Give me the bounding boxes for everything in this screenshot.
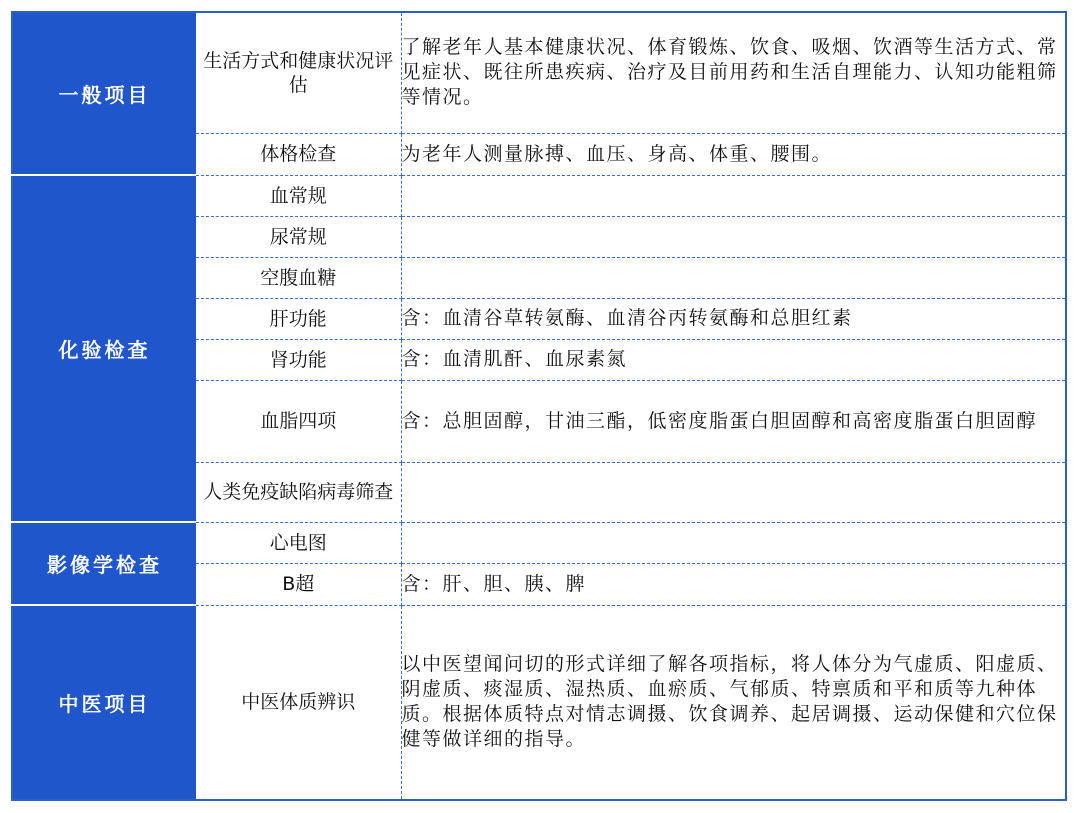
- category-imaging: 影像学检查: [12, 522, 196, 605]
- category-general: 一般项目: [12, 12, 196, 175]
- desc-kidney-function: 含：血清肌酐、血尿素氮: [401, 339, 1066, 380]
- desc-fasting-glucose: [401, 257, 1066, 298]
- desc-liver-function: 含：血清谷草转氨酶、血清谷丙转氨酶和总胆红素: [401, 298, 1066, 339]
- desc-tcm-constitution: 以中医望闻问切的形式详细了解各项指标，将人体分为气虚质、阳虚质、阴虚质、痰湿质、湿热质、血瘀质、气郁质、特禀质和平和质等九种体质。根据体质特点对情志调摄、饮食调养、起居调摄、运动保健和穴位保健等做详细的指导。: [401, 653, 1058, 751]
- item-kidney-function: 肾功能: [196, 339, 401, 380]
- item-tcm-constitution: 中医体质辨识: [196, 605, 401, 800]
- desc-physical-exam: 为老年人测量脉搏、血压、身高、体重、腰围。: [401, 133, 1066, 175]
- item-lipid-panel: 血脂四项: [196, 380, 401, 462]
- item-fasting-glucose: 空腹血糖: [196, 257, 401, 298]
- desc-lifestyle-assessment: 了解老年人基本健康状况、体育锻炼、饮食、吸烟、饮酒等生活方式、常见症状、既往所患疾病、治疗及目前用药和生活自理能力、认知功能粗筛等情况。: [401, 12, 1066, 133]
- category-tcm: 中医项目: [12, 605, 196, 800]
- table-row: [12, 605, 1066, 800]
- table-row: [12, 522, 1066, 563]
- item-ultrasound: B超: [196, 563, 401, 605]
- table-row: [12, 175, 1066, 216]
- desc-hiv-screening: [401, 462, 1066, 522]
- table-row: [12, 12, 1066, 133]
- item-urine-routine: 尿常规: [196, 216, 401, 257]
- item-physical-exam: 体格检查: [196, 133, 401, 175]
- item-hiv-screening: 人类免疫缺陷病毒筛查: [196, 462, 401, 522]
- item-liver-function: 肝功能: [196, 298, 401, 339]
- desc-urine-routine: [401, 216, 1066, 257]
- health-exam-table: [11, 11, 1067, 801]
- item-blood-routine: 血常规: [196, 175, 401, 216]
- desc-ultrasound: 含：肝、胆、胰、脾: [401, 563, 1066, 605]
- desc-ecg: [401, 522, 1066, 563]
- desc-lipid-panel: 含：总胆固醇，甘油三酯，低密度脂蛋白胆固醇和高密度脂蛋白胆固醇: [401, 380, 1066, 462]
- category-lab-tests: 化验检查: [12, 175, 196, 522]
- item-lifestyle-assessment: 生活方式和健康状况评估: [196, 12, 401, 133]
- item-ecg: 心电图: [196, 522, 401, 563]
- desc-blood-routine: [401, 175, 1066, 216]
